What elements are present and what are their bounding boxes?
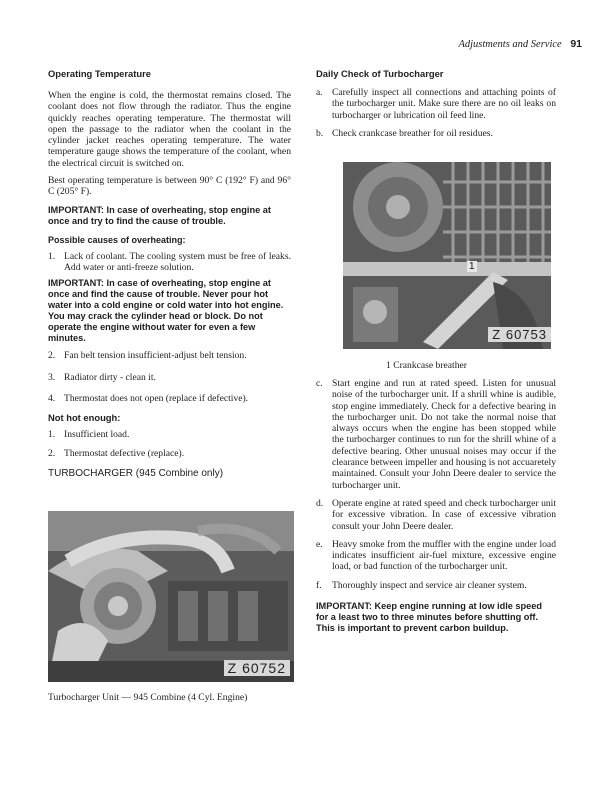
- section-title: Adjustments and Service: [458, 39, 562, 50]
- list-item: a. Carefully inspect all connections and attaching points of the turbocharger unit. Make sure there are no oil leaks on turbocharger or lubrication oil feed line.: [316, 87, 556, 121]
- list-item: 4. Thermostat does not open (replace if defective).: [48, 393, 291, 404]
- cause-lack-of-coolant: Lack of coolant. The cooling system must be free of leaks. Add water or anti-freeze solution.: [64, 250, 291, 273]
- list-item: 1. Lack of coolant. The cooling system must be free of leaks. Add water or anti-freeze solution.: [48, 250, 291, 273]
- list-item: e. Heavy smoke from the muffler with the engine under load indicates insufficient air-fuel mixture, excessive engine load, or bad function of the turbocharger unit.: [316, 538, 556, 573]
- daily-check-item-c: Start engine and run at rated speed. Listen for unusual noise of the turbocharger unit. If a shrill whine is audible, stop engine immediately. Check for a defective bearing in the turbocharger unit. Do not take the normal noise that always occurs when the engine has been stopped while the turbocharger continues to run for the shrill whine of a defective bearing. Other unusual noises may occur if the clearance between impeller and housing is not accuaretely maintained. Consult your John Deere dealer to service the turbocharger unit.: [332, 378, 556, 491]
- daily-check-heading: Daily Check of Turbocharger: [316, 68, 444, 79]
- turbocharger-photo-caption: Turbocharger Unit — 945 Combine (4 Cyl. Engine): [48, 692, 248, 703]
- crankcase-breather-photo: [343, 162, 551, 349]
- cause-thermostat: Thermostat does not open (replace if defective).: [64, 392, 249, 404]
- crankcase-breather-illustration: [343, 162, 551, 349]
- daily-check-item-d: Operate engine at rated speed and check turbocharger unit for excessive vibration. In case of excessive vibration consult your John Deere dealer.: [332, 497, 556, 532]
- operating-temperature-paragraph: When the engine is cold, the thermostat remains closed. The coolant does not flow through the radiator. Thus the engine quickly reaches operating temperature. The thermostat will open the passage to the radiator when the coolant in the cylinder jacket reaches operating temperature. The water temperature gauge shows the temperature of the coolant, when the electrical circuit is switched on.: [48, 90, 291, 169]
- daily-check-item-b: Check crankcase breather for oil residues.: [332, 127, 493, 139]
- possible-causes-heading: Possible causes of overheating:: [48, 234, 186, 245]
- important-note-1: IMPORTANT: In case of overheating, stop engine at once and try to find the cause of trouble.: [48, 204, 271, 226]
- cause-fan-belt: Fan belt tension insufficient-adjust belt tension.: [64, 350, 247, 362]
- list-item: 2. Thermostat defective (replace).: [48, 448, 291, 459]
- turbocharger-engine-illustration: [48, 511, 294, 682]
- photo-reference-label: Z 60752: [224, 660, 290, 676]
- list-item: c. Start engine and run at rated speed. Listen for unusual noise of the turbocharger unit. If a shrill whine is audible, stop engine immediately. Check for a defective bearing in the turbocharger unit. Do not take the normal noise that always occurs when the engine has been stopped while the turbocharger continues to run for the shrill whine of a defective bearing. Other unusual noises may occur if the clearance between impeller and housing is not accuaretely maintained. Consult your John Deere dealer to service the turbocharger unit.: [316, 378, 556, 491]
- best-temperature-paragraph: Best operating temperature is between 90° C (192° F) and 96° C (205° F).: [48, 175, 291, 198]
- turbocharger-photo: [48, 511, 294, 682]
- list-item: b. Check crankcase breather for oil residues.: [316, 128, 556, 139]
- daily-check-item-a: Carefully inspect all connections and attaching points of the turbocharger unit. Make sure there are no oil leaks on turbocharger or lubrication oil feed line.: [332, 87, 556, 121]
- not-hot-thermostat: Thermostat defective (replace).: [64, 448, 185, 460]
- list-item: f. Thoroughly inspect and service air cleaner system.: [316, 580, 556, 591]
- not-hot-enough-heading: Not hot enough:: [48, 412, 121, 424]
- crankcase-breather-caption: 1 Crankcase breather: [386, 360, 467, 371]
- list-item: 3. Radiator dirty - clean it.: [48, 372, 291, 383]
- list-item: 1. Insufficient load.: [48, 429, 291, 440]
- daily-check-item-e: Heavy smoke from the muffler with the engine under load indicates insufficient air-fuel mixture, excessive engine load, or bad function of the turbocharger unit.: [332, 538, 556, 573]
- right-column: [316, 68, 556, 139]
- left-column: [48, 68, 291, 480]
- photo-reference-label: Z 60753: [488, 327, 551, 342]
- page-number: 91: [570, 38, 582, 50]
- list-item: 2. Fan belt tension insufficient-adjust belt tension.: [48, 350, 291, 361]
- list-item: d. Operate engine at rated speed and check turbocharger unit for excessive vibration. In case of excessive vibration consult your John Deere dealer.: [316, 497, 556, 532]
- operating-temperature-heading: Operating Temperature: [48, 68, 151, 79]
- right-column-lower: [316, 378, 556, 634]
- not-hot-insufficient-load: Insufficient load.: [64, 429, 130, 441]
- important-note-2: IMPORTANT: In case of overheating, stop engine at once and find the cause of trouble. Never pour hot water into a cold engine or cold water into hot engine. You may crack the cylinder head or block. Do not operate the engine without water for even a few minutes.: [48, 278, 284, 344]
- daily-check-item-f: Thoroughly inspect and service air cleaner system.: [332, 579, 527, 591]
- important-note-3: IMPORTANT: Keep engine running at low idle speed for a least two to three minutes before shutting off. This is important to prevent carbon buildup.: [316, 601, 542, 634]
- cause-radiator-dirty: Radiator dirty - clean it.: [64, 371, 156, 383]
- turbocharger-heading: TURBOCHARGER (945 Combine only): [48, 467, 224, 479]
- breather-callout-marker: 1: [469, 261, 475, 272]
- running-header: [390, 38, 582, 50]
